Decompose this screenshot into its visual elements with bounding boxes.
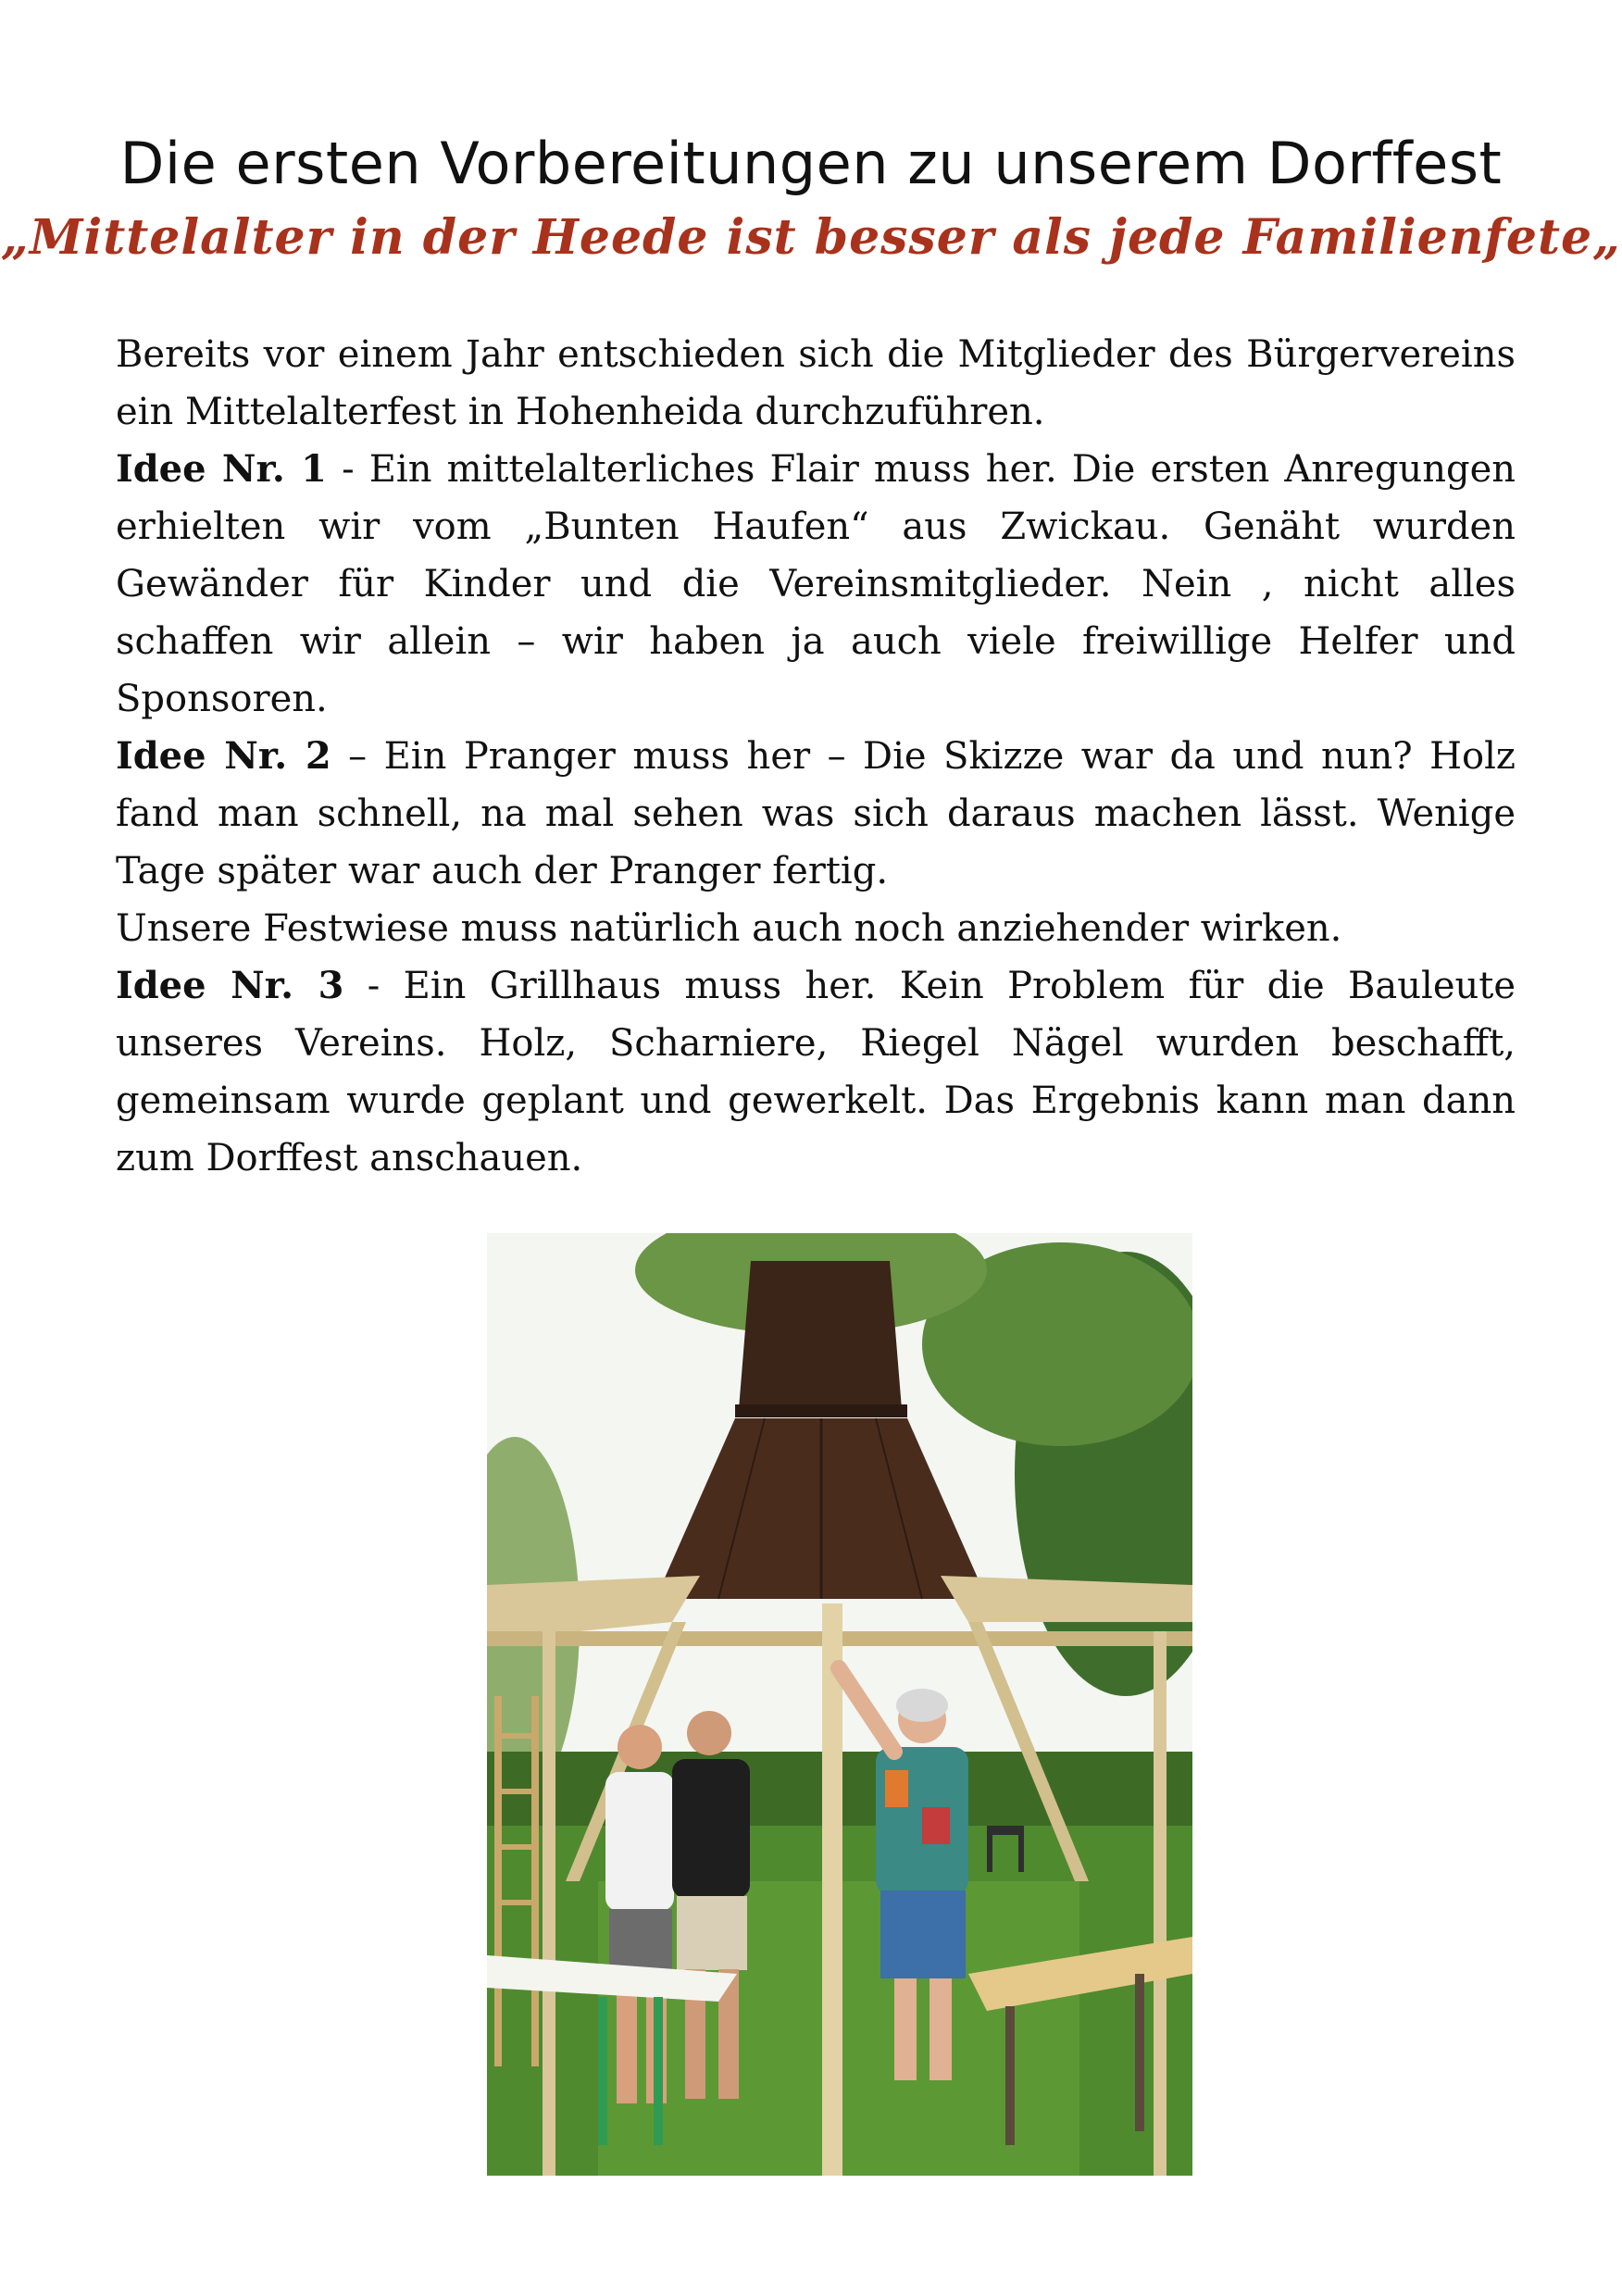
photo-chimney-band (735, 1404, 907, 1417)
grillhaus-photo-illustration (487, 1233, 1192, 2176)
page-subtitle: „Mittelalter in der Heede ist besser als jede Familienfete„ (0, 209, 1621, 266)
idee-2-label: Idee Nr. 2 (116, 734, 331, 778)
idee-1-text: - Ein mittelalterliches Flair muss her. Die ersten Anregungen erhielten wir vom „Bunten Haufen“ aus Zwickau. Genäht wurden Gewänder für Kinder und die Vereinsmitglieder. Nein , nicht alles schaffen wir allein – wir haben ja auch viele freiwillige Helfer und Sponsoren. (116, 448, 1516, 720)
paragraph-idee-2 (116, 728, 1516, 900)
photo-post-3 (1154, 1631, 1167, 2176)
paragraph-intro: Bereits vor einem Jahr entschieden sich die Mitglieder des Bürgervereins ein Mittelalterfest in Hohenheida durchzuführen. (116, 333, 1516, 433)
idee-3-label: Idee Nr. 3 (116, 964, 344, 1007)
photo-person-1-head (618, 1725, 662, 1769)
page-title: Die ersten Vorbereitungen zu unserem Dorffest (119, 130, 1503, 197)
photo-post-1 (543, 1631, 555, 2176)
idee-2-text: – Ein Pranger muss her – Die Skizze war da und nun? Holz fand man schnell, na mal sehen was sich daraus machen lässt. Wenige Tage später war auch der Pranger fertig. (116, 735, 1516, 892)
photo-chimney (739, 1261, 902, 1409)
photo-person-2-body (672, 1759, 750, 1898)
photo-person-2-head (687, 1711, 731, 1755)
photo-post-2 (822, 1603, 842, 2176)
paragraph-idee-3 (116, 957, 1516, 1187)
idee-3-text: - Ein Grillhaus muss her. Kein Problem für die Bauleute unseres Vereins. Holz, Scharniere, Riegel Nägel wurden beschafft, gemeinsam wurde geplant und gewerkelt. Das Ergebnis kann man dann zum Dorffest anschauen. (116, 965, 1516, 1179)
idee-1-label: Idee Nr. 1 (116, 447, 327, 491)
paragraph-festwiese: Unsere Festwiese muss natürlich auch noch anziehender wirken. (116, 907, 1342, 950)
paragraph-idee-1 (116, 441, 1516, 728)
grillhaus-photo (487, 1233, 1192, 2176)
article-body (116, 326, 1516, 1187)
photo-person-1-body (605, 1772, 674, 1911)
